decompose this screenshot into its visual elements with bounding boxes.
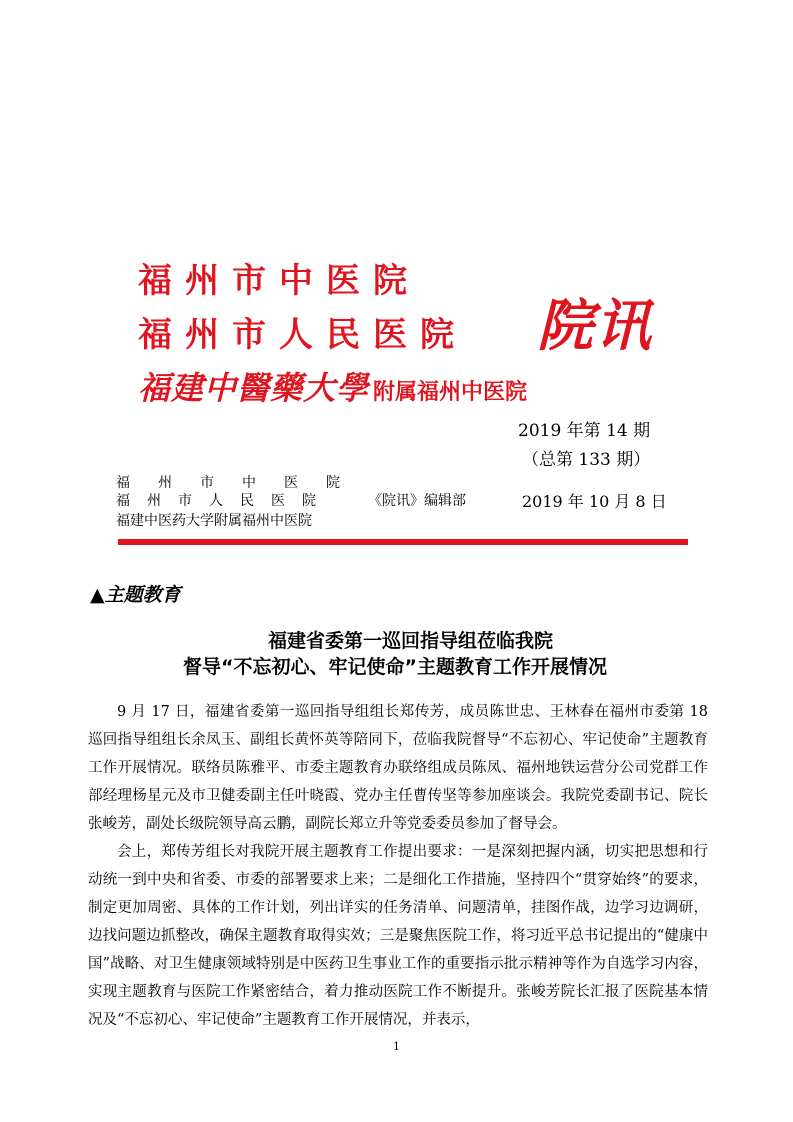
article-paragraph: 9 月 17 日，福建省委第一巡回指导组组长郑传芳，成员陈世忠、王林春在福州市委第 18 巡回指导组组长余凤玉、副组长黄怀英等陪同下，莅临我院督导“不忘初心、牢记使命”主题教育工作开展情况。联络员陈雅平、市委主题教育办联络组成员陈凤、福州地铁运营分公司党群工作部经理杨星元及市卫健委副主任叶晓霞、党办主任曹传坚等参加座谈会。我院党委副书记、院长张峻芳，副处长级院领导高云鹏，副院长郑立升等党委委员参加了督导会。 — [88, 704, 708, 832]
article-body — [88, 698, 708, 1034]
page-number: 1 — [393, 1040, 400, 1053]
article-title-line-1: 福建省委第一巡回指导组莅临我院 — [268, 630, 554, 652]
article-title-line-2: 督导“不忘初心、牢记使命”主题教育工作开展情况 — [183, 656, 607, 678]
header-divider — [118, 539, 688, 545]
issue-number: 2019 年第 14 期 — [518, 421, 651, 441]
article-paragraph: 会上，郑传芳组长对我院开展主题教育工作提出要求：一是深刻把握内涵，切实把思想和行动统一到中央和省委、市委的部署要求上来；二是细化工作措施，坚持四个“贯穿始终”的要求，制定更加周密、具体的工作计划，列出详实的任务清单、问题清单，挂图作战，边学习边调研，边找问题边抓整改，确保主题教育取得实效；三是聚焦医院工作，将习近平总书记提出的“健康中国”战略、对卫生健康领域特别是中医药卫生事业工作的重要指示批示精神等作为自选学习内容，实现主题教育与医院工作紧密结合，着力推动医院工作不断提升。张峻芳院长汇报了医院基本情况及“不忘初心、牢记使命”主题教育工作开展情况，并表示， — [88, 844, 708, 1028]
university-logo-text: 福建中醫藥大學 — [138, 369, 370, 407]
publisher-line-1: 福州市中医院 — [116, 475, 368, 491]
publisher-line-3: 福建中医药大学附属福州中医院 — [116, 513, 312, 529]
issue-total: （总第 133 期） — [522, 450, 651, 470]
editor-department: 《院讯》编辑部 — [368, 493, 466, 509]
masthead-hospital-1: 福州市中医院 — [138, 261, 420, 301]
masthead-university — [138, 369, 528, 407]
university-affiliate: 附属福州中医院 — [373, 379, 528, 405]
publisher-line-2: 福州市人民医院 — [116, 493, 333, 509]
newsletter-brand: 院讯 — [537, 293, 653, 359]
masthead-hospital-2: 福州市人民医院 — [138, 315, 467, 355]
section-heading: ▲主题教育 — [90, 584, 181, 606]
issue-date: 2019 年 10 月 8 日 — [522, 492, 667, 511]
